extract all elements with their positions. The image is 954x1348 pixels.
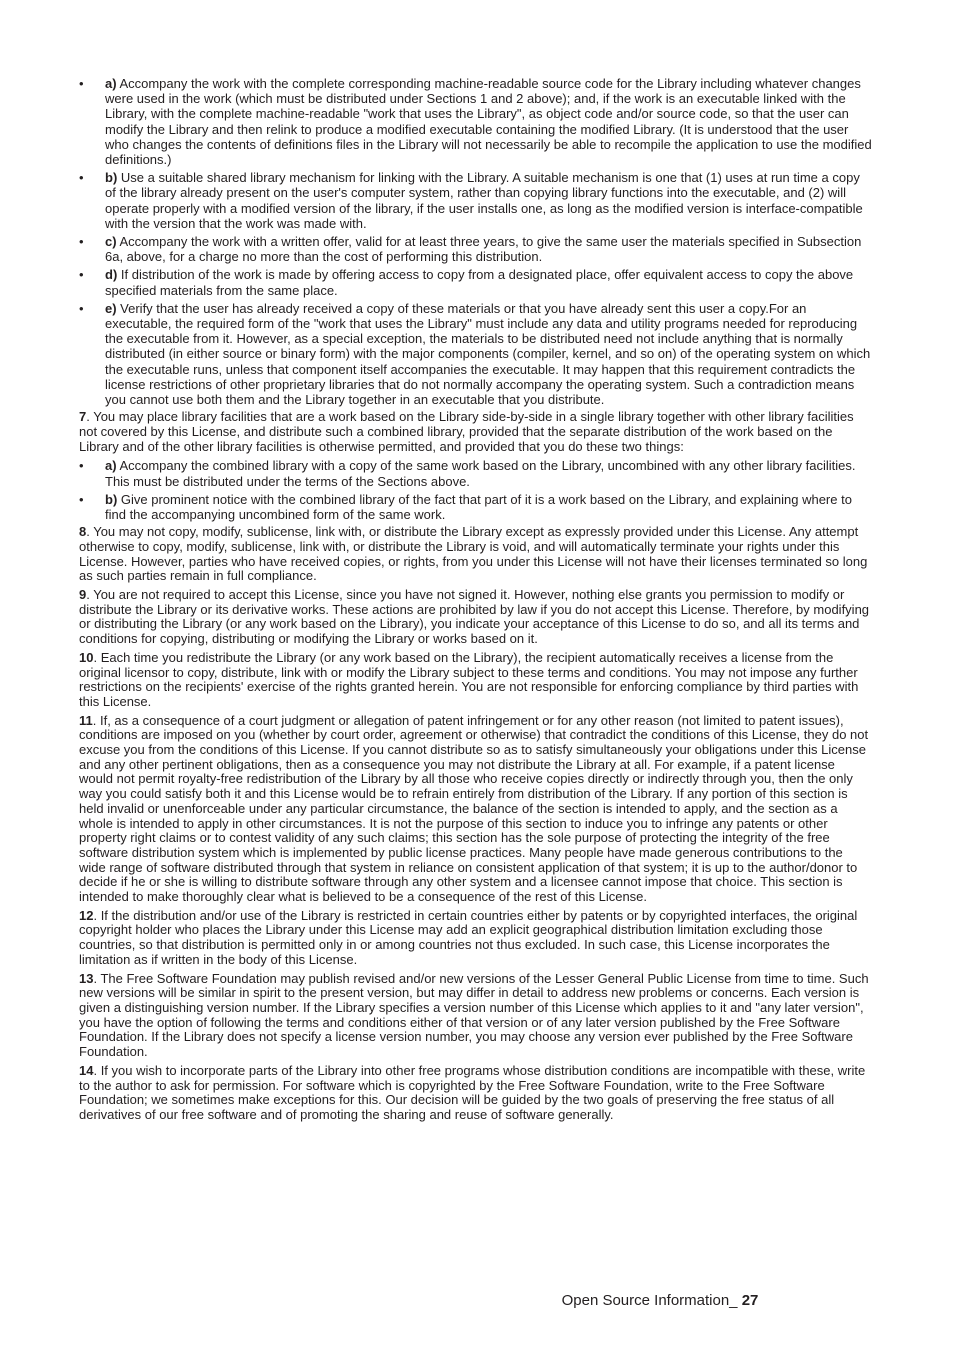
- list-item: [79, 76, 872, 167]
- item-marker: b): [105, 170, 118, 186]
- section-number: 14: [79, 1062, 94, 1078]
- page-footer: [0, 1292, 954, 1309]
- list-item: [79, 267, 872, 297]
- bullet-icon: •: [79, 300, 84, 316]
- list-item: [79, 234, 872, 264]
- bullet-icon: •: [79, 234, 84, 250]
- item-text: Accompany the work with a written offer, valid for at least three years, to give the same user the materials specified in Subsection 6a, above, for a charge no more than the cost of performing this distribution.: [105, 234, 862, 265]
- section-text: . You may place library facilities that are a work based on the Library side-by-side in a single library together with other library facilities not covered by this License, and distribute such a combined library, provided that the separate distribution of the work based on the Library and of the other library facilities is otherwise permitted, and provided that you do these two things:: [79, 409, 854, 454]
- item-marker: b): [105, 491, 118, 507]
- section-6-list: [79, 76, 872, 407]
- section-9: [79, 588, 872, 647]
- item-marker: c): [105, 234, 117, 250]
- item-marker: e): [105, 300, 117, 316]
- section-10: [79, 651, 872, 710]
- footer-label: Open Source Information_: [561, 1292, 742, 1309]
- item-text: Use a suitable shared library mechanism for linking with the Library. A suitable mechanism is one that (1) uses at run time a copy of the library already present on the user's computer system, rather than copying library functions into the executable, and (2) will operate properly with a modified version of the library, if the user installs one, as long as the modified version is interface-compatible with the version that the work was made with.: [105, 170, 863, 231]
- section-number: 8: [79, 524, 87, 540]
- page-number: 27: [741, 1292, 759, 1309]
- section-8: [79, 525, 872, 584]
- bullet-icon: •: [79, 76, 84, 91]
- section-number: 12: [79, 907, 94, 923]
- document-body: [79, 76, 872, 1127]
- item-text: Give prominent notice with the combined library of the fact that part of it is a work based on the Library, and explaining where to find the accompanying uncombined form of the same work.: [105, 491, 852, 522]
- item-text: If distribution of the work is made by offering access to copy from a designated place, offer equivalent access to copy the above specified materials from the same place.: [105, 267, 854, 298]
- item-marker: a): [105, 76, 117, 91]
- section-text: . If you wish to incorporate parts of the Library into other free programs whose distribution conditions are incompatible with these, write to the author to ask for permission. For software which is copyrighted by the Free Software Foundation, write to the Free Software Foundation; we sometimes make exceptions for this. Our decision will be guided by the two goals of preserving the free status of all derivatives of our free software and of promoting the sharing and reuse of software generally.: [79, 1062, 866, 1122]
- item-marker: d): [105, 267, 118, 283]
- section-number: 9: [79, 587, 87, 602]
- section-14: [79, 1064, 872, 1123]
- section-text: . You are not required to accept this License, since you have not signed it. However, nothing else grants you permission to modify or distribute the Library or its derivative works. These actions are prohibited by law if you do not accept this License. Therefore, by modifying or distributing the Library (or any work based on the Library), you indicate your acceptance of this License to do so, and all its terms and conditions for copying, distributing or modifying the Library or works based on it.: [79, 587, 870, 647]
- item-text: Verify that the user has already received a copy of these materials or that you have already sent this user a copy.For an executable, the required form of the "work that uses the Library" must include any data and utility programs needed for reproducing the executable from it. However, as a special exception, the materials to be distributed need not include anything that is normally distributed (in either source or binary form) with the major components (compiler, kernel, and so on) of the operating system on which the executable runs, unless that component itself accompanies the executable. It may happen that this requirement contradicts the license restrictions of other proprietary libraries that do not normally accompany the operating system. Such a contradiction means you cannot use both them and the Library together in an executable that you distribute.: [105, 300, 871, 408]
- section-number: 7: [79, 409, 87, 425]
- section-text: . Each time you redistribute the Library (or any work based on the Library), the recipient automatically receives a license from the original licensor to copy, distribute, link with or modify the Library subject to these terms and conditions. You may not impose any further restrictions on the recipients' exercise of the rights granted herein. You are not responsible for enforcing compliance by third parties with this License.: [79, 649, 859, 709]
- section-12: [79, 909, 872, 968]
- bullet-icon: •: [79, 491, 84, 507]
- section-text: . The Free Software Foundation may publish revised and/or new versions of the Lesser General Public License from time to time. Such new versions will be similar in spirit to the present version, but may differ in detail to address new problems or concerns. Each version is given a distinguishing version number. If the Library specifies a version number of this License which applies to it and "any later version", you have the option of following the terms and conditions either of that version or of any later version published by the Free Software Foundation. If the Library does not specify a license version number, you may choose any version ever published by the Free Software Foundation.: [79, 970, 869, 1060]
- bullet-icon: •: [79, 170, 84, 186]
- section-number: 13: [79, 970, 94, 986]
- list-item: [79, 492, 872, 522]
- bullet-icon: •: [79, 458, 84, 474]
- section-7: [79, 410, 872, 454]
- item-marker: a): [105, 458, 117, 474]
- item-text: Accompany the work with the complete corresponding machine-readable source code for the Library including whatever changes were used in the work (which must be distributed under Sections 1 and 2 above); and, if the work is an executable linked with the Library, with the complete machine-readable "work that uses the Library", as object code and/or source code, so that the user can modify the Library and then relink to produce a modified executable containing the modified Library. (It is understood that the user who changes the contents of definitions files in the Library will not necessarily be able to recompile the application to use the modified definitions.): [105, 76, 872, 168]
- section-text: . If the distribution and/or use of the Library is restricted in certain countries either by patents or by copyrighted interfaces, the original copyright holder who places the Library under this License may add an explicit geographical distribution limitation excluding those countries, so that distribution is permitted only in or among countries not thus excluded. In such case, this License incorporates the limitation as if written in the body of this License.: [79, 907, 858, 967]
- list-item: [79, 301, 872, 407]
- list-item: [79, 170, 872, 231]
- item-text: Accompany the combined library with a copy of the same work based on the Library, uncombined with any other library facilities. This must be distributed under the terms of the Sections above.: [105, 458, 856, 489]
- section-7-list: [79, 458, 872, 522]
- section-number: 11: [79, 712, 93, 728]
- bullet-icon: •: [79, 267, 84, 283]
- list-item: [79, 458, 872, 488]
- section-number: 10: [79, 649, 94, 665]
- footer-text: [379, 1292, 759, 1309]
- section-13: [79, 972, 872, 1060]
- section-text: . If, as a consequence of a court judgment or allegation of patent infringement or for any other reason (not limited to patent issues), conditions are imposed on you (whether by court order, agreement or otherwise) that contradict the conditions of this License, they do not excuse you from the conditions of this License. If you cannot distribute so as to satisfy simultaneously your obligations under this License and any other pertinent obligations, then as a consequence you may not distribute the Library at all. For example, if a patent license would not permit royalty-free redistribution of the Library by all those who receive copies directly or indirectly through you, then the only way you could satisfy both it and this License would be to refrain entirely from distribution of the Library. If any portion of this section is held invalid or unenforceable under any particular circumstance, the balance of the section is intended to apply, and the section as a whole is intended to apply in other circumstances. It is not the purpose of this section to induce you to infringe any patents or other property right claims or to contest validity of any such claims; this section has the sole purpose of protecting the integrity of the free software distribution system which is implemented by public license practices. Many people have made generous contributions to the wide range of software distributed through that system in reliance on consistent application of that system; it is up to the author/donor to decide if he or she is willing to distribute software through any other system and a licensee cannot impose that choice. This section is intended to make thoroughly clear what is believed to be a consequence of the rest of this License.: [79, 712, 869, 905]
- section-text: . You may not copy, modify, sublicense, link with, or distribute the Library except as expressly provided under this License. Any attempt otherwise to copy, modify, sublicense, link with, or distribute the Library is void, and will automatically terminate your rights under this License. However, parties who have received copies, or rights, from you under this License will not have their licenses terminated so long as such parties remain in full compliance.: [79, 524, 868, 584]
- section-11: [79, 714, 872, 905]
